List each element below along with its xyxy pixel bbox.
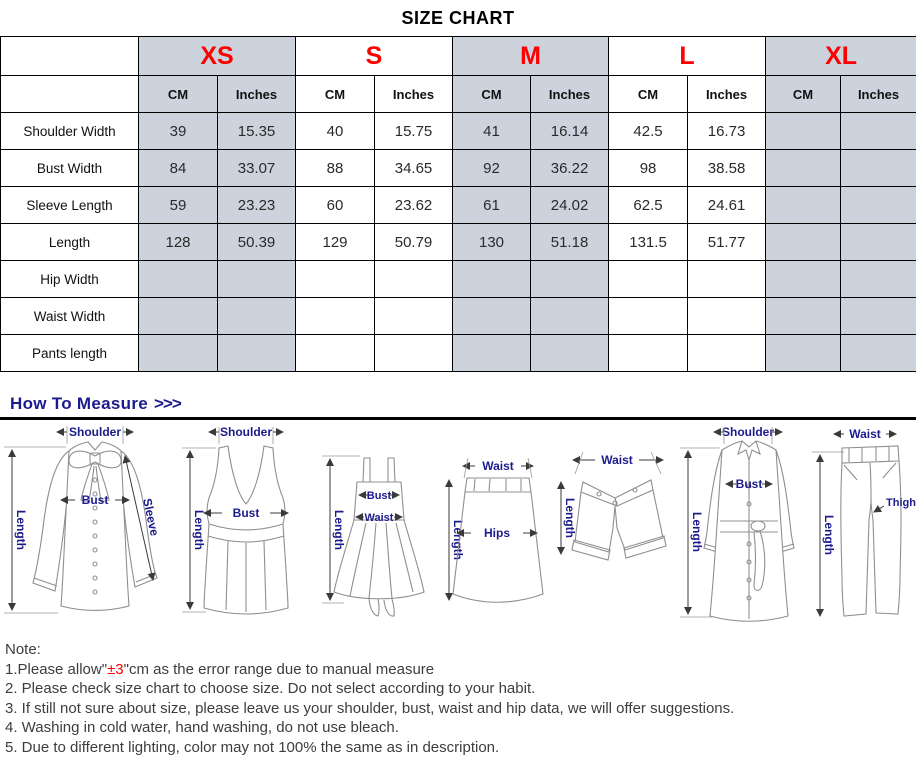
table-cell: 24.02 [531, 187, 609, 224]
label-bust: Bust [82, 493, 109, 507]
label-length: Length [451, 520, 465, 560]
table-cell [375, 298, 453, 335]
table-cell: 34.65 [375, 150, 453, 187]
label-waist: Waist [849, 427, 881, 441]
table-cell [841, 298, 916, 335]
table-row [1, 224, 916, 261]
table-cell: 15.75 [375, 113, 453, 150]
table-cell [766, 187, 841, 224]
notes-section [0, 634, 916, 757]
unit-header: Inches [688, 76, 766, 113]
table-cell [296, 261, 375, 298]
table-cell: 36.22 [531, 150, 609, 187]
table-cell [841, 150, 916, 187]
figure-coat [676, 420, 804, 634]
table-cell [841, 187, 916, 224]
label-length: Length [563, 498, 577, 538]
table-cell [688, 261, 766, 298]
size-chart-table [0, 36, 916, 372]
note-line-4: 4. Washing in cold water, hand washing, do not use bleach. [5, 718, 916, 738]
label-shoulder: Shoulder [69, 425, 121, 439]
label-waist: Waist [601, 453, 633, 467]
table-cell: 16.14 [531, 113, 609, 150]
table-cell: 60 [296, 187, 375, 224]
label-thigh: Thigh [886, 497, 916, 509]
table-cell [375, 261, 453, 298]
table-cell: 88 [296, 150, 375, 187]
table-cell: 59 [139, 187, 218, 224]
label-length: Length [822, 515, 836, 555]
unit-header: Inches [531, 76, 609, 113]
table-row [1, 335, 916, 372]
table-cell: 15.35 [218, 113, 296, 150]
table-cell: 131.5 [609, 224, 688, 261]
corner-cell [1, 37, 139, 76]
table-cell [841, 335, 916, 372]
label-length: Length [192, 510, 206, 550]
table-cell [296, 298, 375, 335]
table-cell [766, 335, 841, 372]
how-to-measure-heading [0, 394, 916, 414]
page-title: SIZE CHART [0, 0, 916, 36]
label-sleeve: Sleeve [140, 497, 162, 537]
error-range-value: ±3 [107, 661, 124, 678]
table-cell: 50.39 [218, 224, 296, 261]
label-bust: Bust [367, 490, 392, 502]
table-cell [453, 298, 531, 335]
table-cell [766, 298, 841, 335]
label-waist: Waist [482, 459, 514, 473]
label-shoulder: Shoulder [722, 425, 774, 439]
table-row-units [1, 76, 916, 113]
table-cell [609, 335, 688, 372]
table-cell: 62.5 [609, 187, 688, 224]
table-cell: 33.07 [218, 150, 296, 187]
figure-pants [804, 420, 916, 634]
table-cell: 51.77 [688, 224, 766, 261]
table-cell: 23.23 [218, 187, 296, 224]
note-line-5: 5. Due to different lighting, color may not 100% the same as in description. [5, 738, 916, 757]
unit-header: CM [296, 76, 375, 113]
table-cell [139, 335, 218, 372]
figure-dress [316, 420, 441, 634]
label-shoulder: Shoulder [220, 425, 272, 439]
table-cell [688, 298, 766, 335]
table-cell [531, 335, 609, 372]
measure-figures [0, 420, 916, 634]
table-cell: 130 [453, 224, 531, 261]
table-cell [139, 261, 218, 298]
table-row [1, 113, 916, 150]
table-cell [531, 261, 609, 298]
figure-tank [176, 420, 316, 634]
table-cell [375, 335, 453, 372]
table-cell [453, 261, 531, 298]
table-cell: 39 [139, 113, 218, 150]
label-bust: Bust [736, 477, 763, 491]
table-cell [296, 335, 375, 372]
table-cell [766, 150, 841, 187]
how-to-measure-text: How To Measure [10, 394, 148, 413]
table-cell [531, 298, 609, 335]
row-label: Shoulder Width [1, 113, 139, 150]
label-length: Length [332, 510, 346, 550]
row-label: Waist Width [1, 298, 139, 335]
unit-header: CM [609, 76, 688, 113]
table-row-sizes [1, 37, 916, 76]
table-cell [453, 335, 531, 372]
table-cell [218, 298, 296, 335]
label-hips: Hips [484, 526, 510, 540]
table-cell [766, 224, 841, 261]
size-header-m: M [453, 37, 609, 76]
table-cell: 24.61 [688, 187, 766, 224]
note-line-3: 3. If still not sure about size, please leave us your shoulder, bust, waist and hip data, we will offer suggestions. [5, 699, 916, 719]
table-cell: 16.73 [688, 113, 766, 150]
figure-skirt [441, 420, 551, 634]
table-cell [766, 261, 841, 298]
label-length: Length [690, 512, 704, 552]
note-line-2: 2. Please check size chart to choose size. Do not select according to your habit. [5, 679, 916, 699]
row-label: Sleeve Length [1, 187, 139, 224]
table-cell: 50.79 [375, 224, 453, 261]
label-length: Length [14, 510, 28, 550]
table-cell [218, 335, 296, 372]
table-cell: 84 [139, 150, 218, 187]
table-cell [841, 261, 916, 298]
table-cell: 92 [453, 150, 531, 187]
table-cell [688, 335, 766, 372]
table-row [1, 298, 916, 335]
table-cell [609, 298, 688, 335]
table-cell: 98 [609, 150, 688, 187]
note-line-1: 1.Please allow"±3"cm as the error range due to manual measure [5, 660, 916, 680]
table-row [1, 150, 916, 187]
row-label: Bust Width [1, 150, 139, 187]
table-cell: 61 [453, 187, 531, 224]
table-cell: 42.5 [609, 113, 688, 150]
table-cell: 40 [296, 113, 375, 150]
table-cell: 38.58 [688, 150, 766, 187]
unit-header: Inches [218, 76, 296, 113]
label-bust: Bust [233, 506, 260, 520]
row-label: Length [1, 224, 139, 261]
unit-header: Inches [375, 76, 453, 113]
size-header-l: L [609, 37, 766, 76]
row-label: Hip Width [1, 261, 139, 298]
table-cell [841, 224, 916, 261]
table-cell: 128 [139, 224, 218, 261]
table-row [1, 261, 916, 298]
table-cell: 41 [453, 113, 531, 150]
chevrons-icon: >>> [154, 394, 181, 413]
figure-shorts [551, 420, 676, 634]
corner-cell [1, 76, 139, 113]
table-cell [139, 298, 218, 335]
table-cell [766, 113, 841, 150]
table-cell [609, 261, 688, 298]
table-cell: 23.62 [375, 187, 453, 224]
unit-header: CM [766, 76, 841, 113]
size-header-s: S [296, 37, 453, 76]
table-cell [218, 261, 296, 298]
unit-header: CM [139, 76, 218, 113]
label-waist: Waist [365, 512, 394, 524]
size-header-xl: XL [766, 37, 916, 76]
table-cell: 129 [296, 224, 375, 261]
table-cell: 51.18 [531, 224, 609, 261]
unit-header: CM [453, 76, 531, 113]
unit-header: Inches [841, 76, 916, 113]
note-heading: Note: [5, 640, 916, 660]
size-header-xs: XS [139, 37, 296, 76]
table-row [1, 187, 916, 224]
row-label: Pants length [1, 335, 139, 372]
figure-blouse [0, 420, 176, 634]
table-cell [841, 113, 916, 150]
